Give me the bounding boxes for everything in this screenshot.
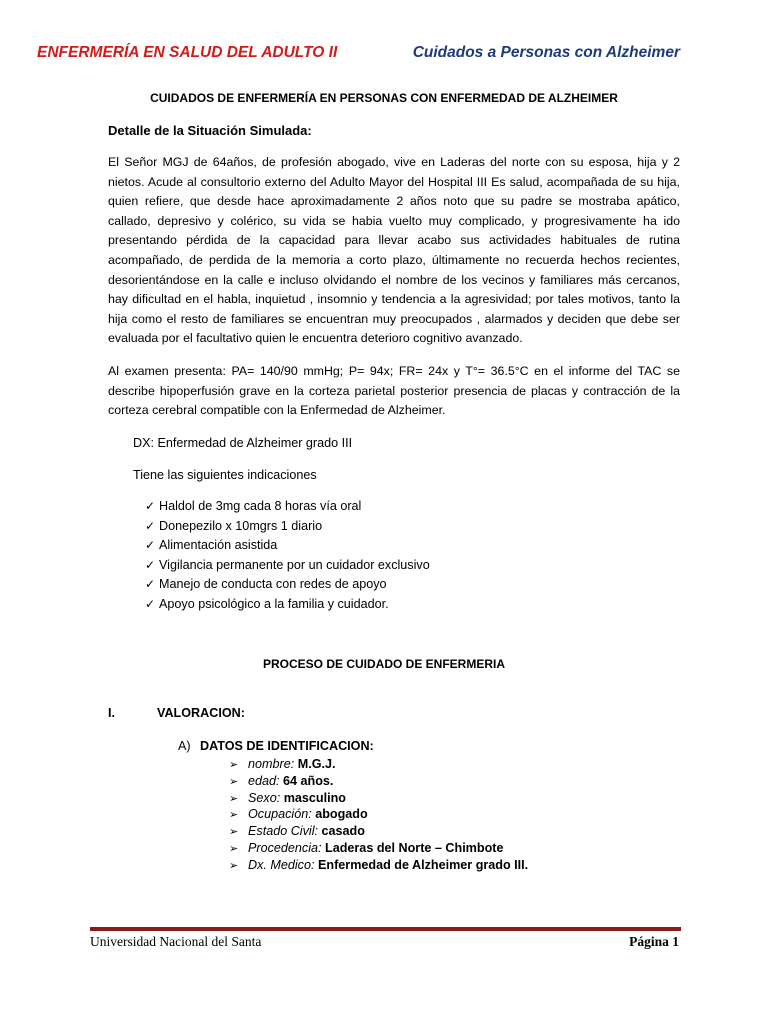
indications-list [145, 497, 430, 615]
checkmark-icon: ✓ [145, 499, 156, 513]
identification-label: Procedencia: [248, 840, 322, 855]
identification-item [229, 806, 528, 823]
subsection-heading [178, 739, 374, 753]
checkmark-icon: ✓ [145, 596, 156, 611]
arrow-bullet-icon: ➢ [229, 759, 239, 771]
indication-text: Apoyo psicológico a la familia y cuidador. [159, 596, 389, 611]
indications-intro: Tiene las siguientes indicaciones [133, 468, 317, 482]
identification-label: Ocupación: [248, 807, 312, 822]
indication-text: Manejo de conducta con redes de apoyo [159, 577, 387, 592]
identification-label: Sexo: [248, 790, 281, 805]
indication-item [145, 517, 430, 537]
identification-item [229, 773, 528, 790]
indication-text: Alimentación asistida [159, 538, 278, 553]
indication-item [145, 497, 430, 517]
identification-list [229, 756, 528, 874]
arrow-bullet-icon: ➢ [229, 792, 239, 805]
arrow-bullet-icon: ➢ [229, 826, 239, 839]
identification-value: Enfermedad de Alzheimer grado III. [318, 857, 529, 872]
identification-item [229, 756, 528, 773]
identification-value: casado [321, 824, 365, 839]
identification-value: 64 años. [283, 773, 334, 788]
arrow-bullet-icon: ➢ [229, 775, 239, 788]
footer-page-number: Página 1 [629, 934, 679, 949]
exam-paragraph [108, 362, 680, 421]
situation-subheading: Detalle de la Situación Simulada: [108, 123, 312, 138]
exam-paragraph-text: Al examen presenta: PA= 140/90 mmHg; P= 94x; FR= 24x y T°= 36.5°C en el informe del TAC se describe hipoperfusión grave en la corteza parietal posterior presencia de placas y contracción de la corteza cerebral compatible con la Enfermedad de Alzheimer. [108, 364, 680, 418]
header-topic-title: Cuidados a Personas con Alzheimer [412, 44, 680, 61]
indication-text: Donepezilo x 10mgrs 1 diario [159, 518, 323, 533]
identification-value: M.G.J. [297, 757, 336, 771]
checkmark-icon: ✓ [145, 538, 156, 553]
document-title: CUIDADOS DE ENFERMERÍA EN PERSONAS CON ENFERMEDAD DE ALZHEIMER [150, 91, 618, 105]
identification-item [229, 840, 528, 857]
indication-item [145, 536, 430, 556]
identification-item [229, 823, 528, 840]
section-label: VALORACION: [157, 706, 245, 720]
identification-label: Estado Civil: [248, 824, 318, 839]
indication-item [145, 595, 430, 615]
identification-label: Dx. Medico: [248, 857, 315, 872]
case-paragraph-text: El Señor MGJ de 64años, de profesión abogado, vive en Laderas del norte con su esposa, hija y 2 nietos. Acude al consultorio externo del Adulto Mayor del Hospital III Es salud, acompañada de su hija, quien refiere, que desde hace aproximadamente 2 años noto que su padre se mostraba apático, callado, depresivo y colérico, su vida se habia vuelto muy complicado, y progresivamente ha ido presentando pérdida de la capacidad para llevar acabo sus actividades habituales de rutina acompañado, de perdida de la memoria a corto plazo, últimamente no recuerda hechos recientes, desorientándose en la calle e incluso olvidando el nombre de los vecinos y familiares más cercanos, hay dificultad en el habla, inquietud , insomnio y tendencia a la agresividad; por tales motivos, tanto la hija como el resto de familiares se encuentran muy preocupados , alarmados y deciden que debe ser evaluada por el facultativo quien le encuentra deterioro cognitivo avanzado. [108, 155, 680, 346]
identification-item [229, 857, 528, 874]
arrow-bullet-icon: ➢ [229, 809, 239, 822]
footer-university: Universidad Nacional del Santa [90, 934, 262, 949]
section-number: I. [108, 706, 115, 720]
checkmark-icon: ✓ [145, 557, 156, 572]
arrow-bullet-icon: ➢ [229, 842, 239, 855]
indication-text: Vigilancia permanente por un cuidador exclusivo [159, 557, 430, 572]
identification-value: abogado [315, 807, 368, 822]
footer-divider [90, 927, 681, 931]
indication-item [145, 556, 430, 576]
identification-item [229, 790, 528, 807]
checkmark-icon: ✓ [145, 518, 156, 533]
arrow-bullet-icon: ➢ [229, 859, 239, 872]
identification-label: nombre: [248, 757, 295, 771]
case-paragraph [108, 153, 680, 349]
indication-text: Haldol de 3mg cada 8 horas vía oral [159, 499, 362, 513]
process-title: PROCESO DE CUIDADO DE ENFERMERIA [262, 657, 506, 671]
subsection-letter: A) [178, 739, 191, 753]
identification-value: Laderas del Norte – Chimbote [325, 840, 504, 855]
checkmark-icon: ✓ [145, 577, 156, 592]
header-course-title: ENFERMERÍA EN SALUD DEL ADULTO II [37, 44, 338, 61]
indication-item [145, 575, 430, 595]
identification-value: masculino [283, 790, 347, 805]
diagnosis-line: DX: Enfermedad de Alzheimer grado III [133, 436, 353, 450]
identification-label: edad: [248, 773, 280, 788]
subsection-label: DATOS DE IDENTIFICACION: [200, 739, 374, 753]
